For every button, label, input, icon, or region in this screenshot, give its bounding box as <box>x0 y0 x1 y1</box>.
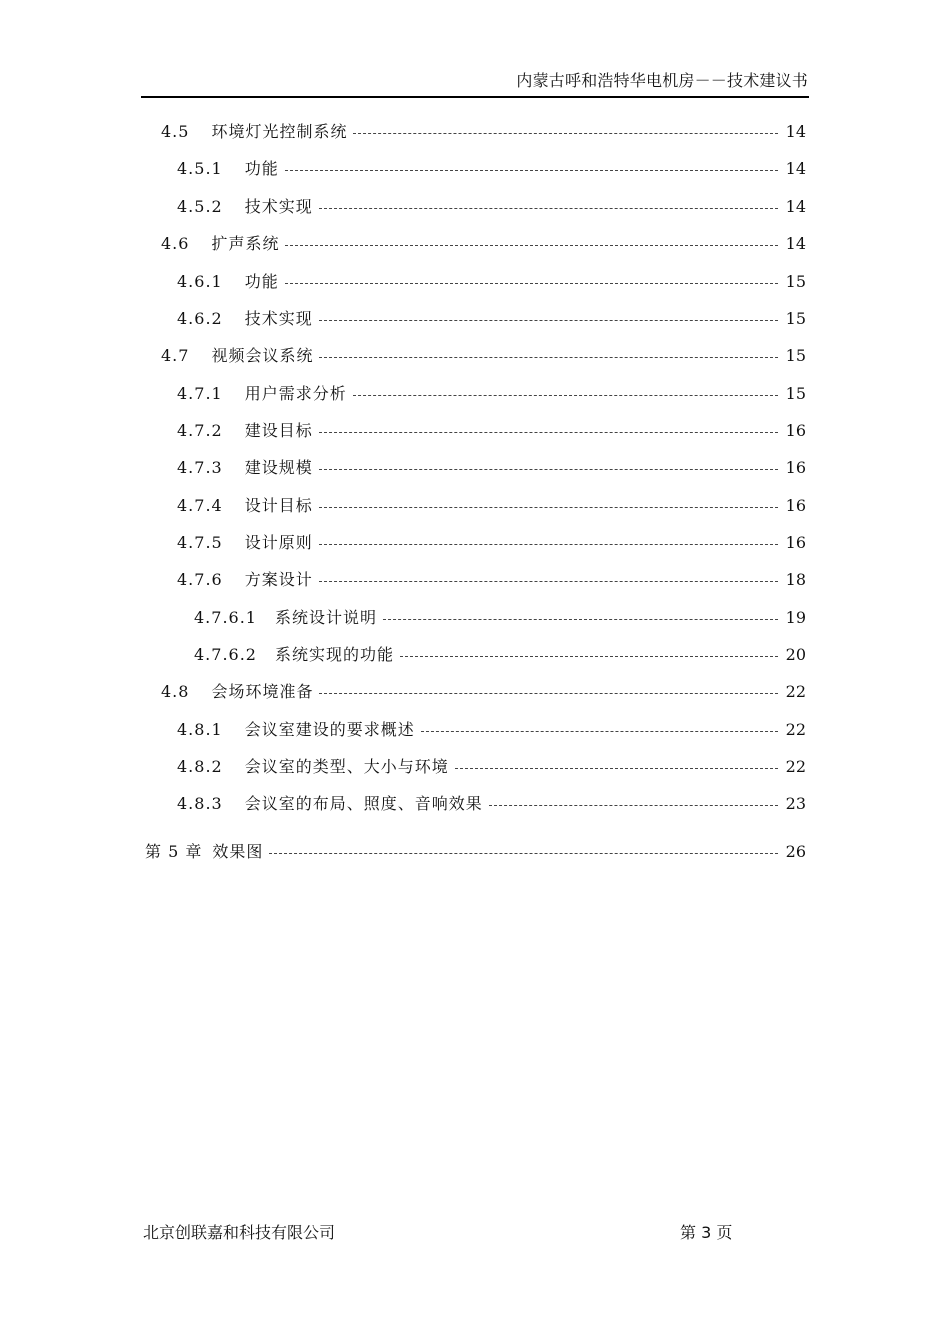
toc-entry-page: 18 <box>785 570 806 589</box>
toc-entry-4-7-2[interactable] <box>177 419 806 443</box>
toc-entry-4-7-6-2[interactable] <box>194 643 806 667</box>
toc-entry-number: 4.5 <box>161 122 190 141</box>
toc-entry-page: 16 <box>785 421 806 440</box>
toc-entry-title: 扩声系统 <box>211 234 280 253</box>
toc-leader-dashes <box>319 432 778 433</box>
footer-company-name: 北京创联嘉和科技有限公司 <box>143 1223 336 1242</box>
toc-entry-4-8[interactable] <box>161 680 806 704</box>
toc-entry-page: 14 <box>785 159 806 178</box>
toc-entry-number: 4.5.2 <box>177 197 223 216</box>
toc-entry-4-7-6-1[interactable] <box>194 606 806 630</box>
toc-leader-dashes <box>353 395 778 396</box>
toc-entry-title: 会场环境准备 <box>211 682 314 701</box>
toc-entry-chapter-5[interactable] <box>145 840 806 864</box>
toc-entry-page: 16 <box>785 533 806 552</box>
toc-entry-4-7-4[interactable] <box>177 494 806 518</box>
toc-entry-number: 4.6.1 <box>177 272 223 291</box>
toc-leader-dashes <box>319 320 778 321</box>
toc-entry-page: 22 <box>785 682 806 701</box>
toc-entry-4-7-1[interactable] <box>177 382 806 406</box>
toc-entry-number: 4.7.6.1 <box>194 608 257 627</box>
toc-entry-4-6-1[interactable] <box>177 270 806 294</box>
toc-leader-dashes <box>455 768 778 769</box>
toc-leader-dashes <box>285 283 778 284</box>
toc-entry-4-8-1[interactable] <box>177 718 806 742</box>
toc-entry-4-5-2[interactable] <box>177 195 806 219</box>
toc-entry-page: 19 <box>785 608 806 627</box>
toc-entry-4-7[interactable] <box>161 344 806 368</box>
toc-entry-page: 14 <box>785 234 806 253</box>
toc-leader-dashes <box>400 656 778 657</box>
toc-entry-number: 4.7.4 <box>177 496 223 515</box>
toc-entry-page: 22 <box>785 757 806 776</box>
document-header-title: 内蒙古呼和浩特华电机房－－技术建议书 <box>516 71 808 90</box>
toc-entry-4-7-5[interactable] <box>177 531 806 555</box>
toc-entry-number: 4.7.3 <box>177 458 223 477</box>
toc-entry-number: 4.7.1 <box>177 384 223 403</box>
toc-entry-page: 15 <box>785 272 806 291</box>
toc-entry-number: 4.8.3 <box>177 794 223 813</box>
toc-entry-title: 设计原则 <box>244 533 313 552</box>
toc-entry-title: 视频会议系统 <box>211 346 314 365</box>
toc-leader-dashes <box>269 853 778 854</box>
toc-entry-number: 4.7.2 <box>177 421 223 440</box>
toc-entry-page: 20 <box>785 645 806 664</box>
toc-entry-title: 用户需求分析 <box>244 384 347 403</box>
toc-entry-title: 效果图 <box>212 842 264 861</box>
toc-entry-4-8-3[interactable] <box>177 792 806 816</box>
toc-leader-dashes <box>319 507 778 508</box>
toc-entry-number: 4.6 <box>161 234 190 253</box>
toc-leader-dashes <box>489 805 778 806</box>
toc-entry-number: 4.6.2 <box>177 309 223 328</box>
toc-entry-page: 16 <box>785 458 806 477</box>
toc-entry-number: 4.5.1 <box>177 159 223 178</box>
toc-entry-page: 15 <box>785 384 806 403</box>
toc-entry-number: 4.8 <box>161 682 190 701</box>
toc-entry-page: 23 <box>785 794 806 813</box>
toc-entry-number: 4.8.2 <box>177 757 223 776</box>
toc-entry-page: 14 <box>785 197 806 216</box>
toc-entry-page: 15 <box>785 346 806 365</box>
toc-leader-dashes <box>319 544 778 545</box>
toc-entry-4-7-3[interactable] <box>177 456 806 480</box>
toc-leader-dashes <box>421 731 778 732</box>
toc-entry-title: 系统实现的功能 <box>274 645 394 664</box>
toc-entry-title: 功能 <box>244 272 279 291</box>
toc-leader-dashes <box>285 245 778 246</box>
toc-entry-4-8-2[interactable] <box>177 755 806 779</box>
toc-leader-dashes <box>319 581 778 582</box>
toc-leader-dashes <box>383 619 778 620</box>
toc-entry-title: 系统设计说明 <box>274 608 377 627</box>
toc-entry-title: 会议室建设的要求概述 <box>244 720 415 739</box>
toc-entry-number: 第 5 章 <box>145 842 203 861</box>
toc-entry-number: 4.7 <box>161 346 190 365</box>
toc-entry-title: 建设目标 <box>244 421 313 440</box>
toc-entry-page: 14 <box>785 122 806 141</box>
toc-entry-page: 15 <box>785 309 806 328</box>
toc-leader-dashes <box>285 170 778 171</box>
toc-leader-dashes <box>353 133 778 134</box>
toc-entry-number: 4.8.1 <box>177 720 223 739</box>
toc-entry-title: 会议室的布局、照度、音响效果 <box>244 794 483 813</box>
toc-entry-title: 技术实现 <box>244 309 313 328</box>
toc-entry-title: 技术实现 <box>244 197 313 216</box>
toc-leader-dashes <box>319 693 778 694</box>
toc-leader-dashes <box>319 357 778 358</box>
toc-entry-page: 26 <box>785 842 806 861</box>
toc-entry-number: 4.7.6 <box>177 570 223 589</box>
toc-entry-number: 4.7.5 <box>177 533 223 552</box>
toc-entry-page: 22 <box>785 720 806 739</box>
toc-leader-dashes <box>319 208 778 209</box>
toc-entry-number: 4.7.6.2 <box>194 645 257 664</box>
toc-entry-4-5-1[interactable] <box>177 157 806 181</box>
toc-entry-4-6-2[interactable] <box>177 307 806 331</box>
toc-entry-title: 会议室的类型、大小与环境 <box>244 757 449 776</box>
toc-entry-title: 方案设计 <box>244 570 313 589</box>
toc-entry-4-6[interactable] <box>161 232 806 256</box>
toc-leader-dashes <box>319 469 778 470</box>
toc-entry-title: 环境灯光控制系统 <box>211 122 348 141</box>
toc-entry-title: 功能 <box>244 159 279 178</box>
toc-entry-title: 建设规模 <box>244 458 313 477</box>
footer-page-number: 第 3 页 <box>680 1223 733 1242</box>
toc-entry-4-5[interactable] <box>161 120 806 144</box>
toc-entry-4-7-6[interactable] <box>177 568 806 592</box>
toc-entry-title: 设计目标 <box>244 496 313 515</box>
toc-entry-page: 16 <box>785 496 806 515</box>
